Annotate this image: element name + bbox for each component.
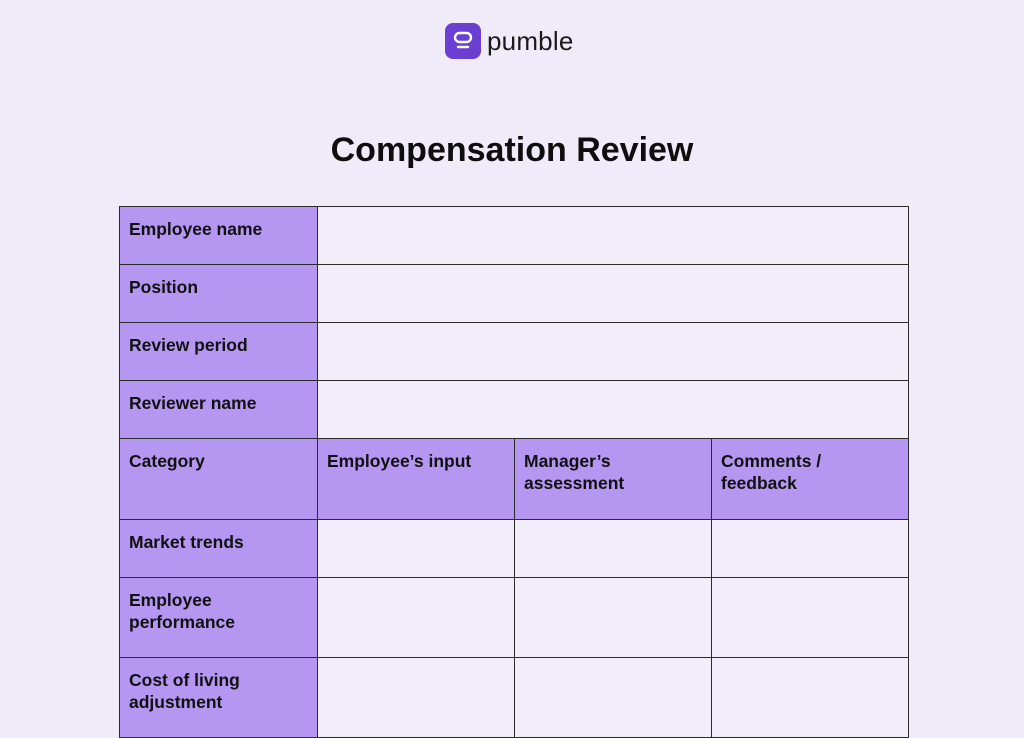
column-header-employee-input: Employee’s input [318, 439, 515, 520]
chat-bubble-icon [445, 23, 481, 59]
reviewer-name-field[interactable] [318, 381, 909, 439]
manager-assessment-cell[interactable] [515, 578, 712, 658]
info-row-reviewer-name [120, 381, 909, 439]
position-field[interactable] [318, 265, 909, 323]
table-row [120, 520, 909, 578]
comments-feedback-cell[interactable] [712, 658, 909, 738]
employee-name-field[interactable] [318, 207, 909, 265]
compensation-review-table [119, 206, 909, 738]
category-label: Cost of living adjustment [120, 658, 318, 738]
field-label: Employee name [120, 207, 318, 265]
field-label: Reviewer name [120, 381, 318, 439]
employee-input-cell[interactable] [318, 520, 515, 578]
employee-input-cell[interactable] [318, 578, 515, 658]
category-label: Market trends [120, 520, 318, 578]
review-period-field[interactable] [318, 323, 909, 381]
employee-input-cell[interactable] [318, 658, 515, 738]
brand-logo [445, 23, 573, 59]
info-row-review-period [120, 323, 909, 381]
table-row [120, 658, 909, 738]
comments-feedback-cell[interactable] [712, 520, 909, 578]
table-row [120, 578, 909, 658]
brand-name: pumble [487, 26, 574, 56]
info-row-position [120, 265, 909, 323]
category-label: Employee performance [120, 578, 318, 658]
field-label: Position [120, 265, 318, 323]
manager-assessment-cell[interactable] [515, 658, 712, 738]
column-header-category: Category [120, 439, 318, 520]
page-title: Compensation Review [330, 131, 694, 169]
table-header-row [120, 439, 909, 520]
column-header-manager-assessment: Manager’s assessment [515, 439, 712, 520]
field-label: Review period [120, 323, 318, 381]
info-row-employee-name [120, 207, 909, 265]
comments-feedback-cell[interactable] [712, 578, 909, 658]
column-header-comments-feedback: Comments / feedback [712, 439, 909, 520]
manager-assessment-cell[interactable] [515, 520, 712, 578]
